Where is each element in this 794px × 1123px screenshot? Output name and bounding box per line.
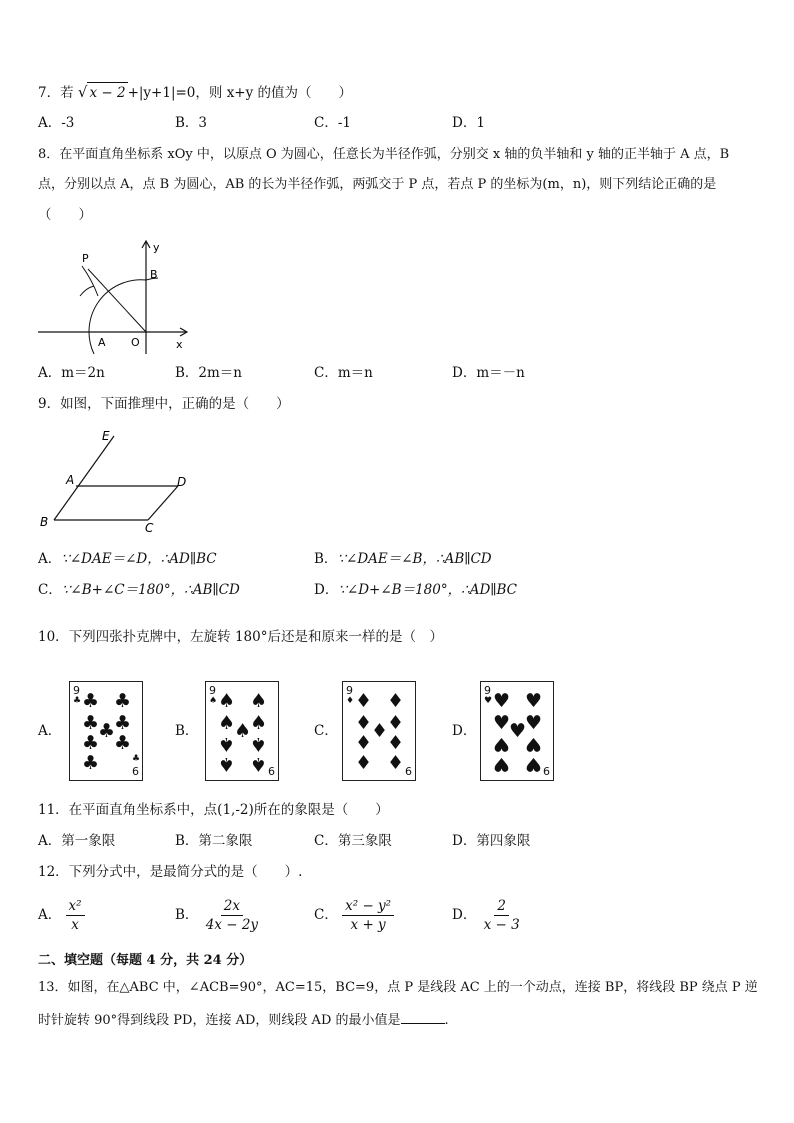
q12-option-a[interactable]: A． $\frac{\text{x²}}{x}$ <box>38 898 85 933</box>
diamond-pip-icon: ♦ <box>387 712 405 734</box>
club-pip-icon: ♣ <box>82 752 100 774</box>
q9-label-e: E <box>102 429 110 443</box>
q9-label-d: D <box>177 475 187 489</box>
q10-stem: 10．下列四张扑克牌中，左旋转 180°后还是和原来一样的是（ ） <box>38 629 443 645</box>
answer-blank[interactable] <box>401 1009 445 1024</box>
card-d-bottom-rank: 6 <box>543 765 550 778</box>
club-pip-icon: ♣ <box>114 690 132 712</box>
q7-sqrt-expr: x − 2 <box>87 82 127 103</box>
q8-option-a[interactable]: A．m＝2n <box>38 365 105 381</box>
q10-option-d-letter[interactable]: D． <box>452 723 477 739</box>
card-nine-of-hearts[interactable] <box>480 681 554 781</box>
fraction: $\frac{\text{x² − y²}}{x + y}$ <box>342 898 394 933</box>
spade-pip-icon: ♠ <box>250 753 268 775</box>
diamond-pip-icon: ♦ <box>387 732 405 754</box>
q8-option-d[interactable]: D．m＝－n <box>452 365 525 381</box>
club-pip-icon: ♣ <box>114 712 132 734</box>
q7-option-b[interactable]: B．3 <box>175 115 208 131</box>
heart-pip-icon: ♥ <box>525 733 543 755</box>
q8-label-x: x <box>176 338 183 351</box>
fraction: $\frac{\text{x²}}{x}$ <box>66 898 85 933</box>
q11-option-b[interactable]: B．第二象限 <box>175 833 253 849</box>
heart-pip-icon: ♥ <box>493 712 511 734</box>
section-title: 二、填空题（每题 4 分，共 24 分） <box>38 953 253 968</box>
q10-option-b-letter[interactable]: B． <box>175 723 199 739</box>
q8-label-o: O <box>131 336 140 349</box>
q9-label-c: C <box>145 521 154 535</box>
q12-option-c[interactable]: C． $\frac{\text{x² − y²}}{x + y}$ <box>314 898 394 933</box>
spade-pip-icon: ♠ <box>234 720 252 742</box>
card-nine-of-diamonds[interactable] <box>342 681 416 781</box>
club-pip-icon: ♣ <box>114 732 132 754</box>
spade-pip-icon: ♠ <box>218 733 236 755</box>
q7-option-a[interactable]: A．-3 <box>38 115 75 131</box>
q9-option-d[interactable]: D．∵∠D+∠B＝180°，∴AD∥BC <box>314 582 518 598</box>
club-pip-icon: ♣ <box>82 732 100 754</box>
q11-option-a[interactable]: A．第一象限 <box>38 833 116 849</box>
q9-option-b[interactable]: B．∵∠DAE＝∠B，∴AB∥CD <box>314 551 492 567</box>
fraction: $\frac{2x}{4x - 2y}$ <box>205 898 259 933</box>
q9-parallelogram-figure <box>36 426 196 538</box>
spade-pip-icon: ♠ <box>218 712 236 734</box>
card-a-rank: 9 <box>73 684 80 697</box>
heart-pip-icon: ♥ <box>493 690 511 712</box>
q9-label-b: B <box>40 515 49 529</box>
card-d-rank: 9 <box>484 684 491 697</box>
card-c-bottom-rank: 6 <box>405 765 412 778</box>
spade-pip-icon: ♠ <box>218 690 236 712</box>
q8-label-y: y <box>153 241 160 254</box>
q12-option-b[interactable]: B． $\frac{2x}{4x - 2y}$ <box>175 898 261 933</box>
q8-stem-line3: （ ） <box>38 207 92 223</box>
q13-stem-line2: 时针旋转 90°得到线段 PD，连接 AD，则线段 AD 的最小值是 . <box>38 1009 449 1031</box>
heart-pip-icon: ♥ <box>493 733 511 755</box>
sqrt-sign-icon: √ <box>77 83 88 101</box>
spade-pip-icon: ♠ <box>250 712 268 734</box>
heart-pip-icon: ♥ <box>493 753 511 775</box>
q8-stem-line1: 8．在平面直角坐标系 xOy 中，以原点 O 为圆心，任意长为半径作弧，分别交 x 轴的负半轴和 y 轴的正半轴于 A 点，B <box>38 147 730 162</box>
q8-option-b[interactable]: B．2m＝n <box>175 365 243 381</box>
q11-option-c[interactable]: C．第三象限 <box>314 833 392 849</box>
club-small-icon: ♣ <box>132 754 141 764</box>
diamond-pip-icon: ♦ <box>355 690 373 712</box>
diamond-pip-icon: ♦ <box>355 752 373 774</box>
q11-stem: 11．在平面直角坐标系中，点(1,-2)所在的象限是（ ） <box>38 802 389 818</box>
club-pip-icon: ♣ <box>82 712 100 734</box>
q12-stem: 12．下列分式中，是最简分式的是（ ）. <box>38 864 303 880</box>
q7-stem: 7．若 √ x − 2 +|y+1|=0，则 x+y 的值为（ ） <box>38 83 353 101</box>
diamond-pip-icon: ♦ <box>387 752 405 774</box>
fraction: $\frac{2}{x - 3}$ <box>483 898 520 933</box>
club-small-icon: ♣ <box>73 696 82 706</box>
q10-option-a-letter[interactable]: A． <box>38 723 62 739</box>
q8-label-a: A <box>98 336 106 349</box>
spade-pip-icon: ♠ <box>250 733 268 755</box>
q9-label-a: A <box>66 473 75 487</box>
card-nine-of-clubs[interactable] <box>69 681 143 781</box>
q8-label-p: P <box>82 252 89 265</box>
q8-label-b: B <box>150 268 158 281</box>
card-nine-of-spades[interactable] <box>205 681 279 781</box>
card-a-bottom-rank: 6 <box>132 765 139 778</box>
club-pip-icon: ♣ <box>98 720 116 742</box>
heart-pip-icon: ♥ <box>525 690 543 712</box>
heart-small-icon: ♥ <box>484 696 493 706</box>
diamond-pip-icon: ♦ <box>355 732 373 754</box>
q12-option-d[interactable]: D． $\frac{2}{x - 3}$ <box>452 898 523 933</box>
diamond-small-icon: ♦ <box>346 696 355 706</box>
q7-option-d[interactable]: D．1 <box>452 115 485 131</box>
q9-option-c[interactable]: C．∵∠B+∠C＝180°，∴AB∥CD <box>38 582 240 598</box>
diamond-pip-icon: ♦ <box>355 712 373 734</box>
spade-pip-icon: ♠ <box>250 690 268 712</box>
q9-option-a[interactable]: A．∵∠DAE＝∠D，∴AD∥BC <box>38 551 217 567</box>
q8-stem-line2: 点，分别以点 A，点 B 为圆心，AB 的长为半径作弧，两弧交于 P 点，若点 P 的坐标为(m，n)，则下列结论正确的是 <box>38 177 717 192</box>
heart-pip-icon: ♥ <box>525 753 543 775</box>
diamond-pip-icon: ♦ <box>371 720 389 742</box>
q13-stem-line1: 13．如图，在△ABC 中，∠ACB=90°，AC=15，BC=9，点 P 是线段 AC 上的一个动点，连接 BP，将线段 BP 绕点 P 逆 <box>38 980 758 995</box>
heart-pip-icon: ♥ <box>525 712 543 734</box>
q8-coordinate-figure <box>36 236 196 356</box>
club-pip-icon: ♣ <box>82 690 100 712</box>
q8-option-c[interactable]: C．m＝n <box>314 365 373 381</box>
diamond-pip-icon: ♦ <box>387 690 405 712</box>
spade-small-icon: ♠ <box>209 696 218 706</box>
card-b-bottom-rank: 6 <box>268 765 275 778</box>
q11-option-d[interactable]: D．第四象限 <box>452 833 531 849</box>
card-b-rank: 9 <box>209 684 216 697</box>
q7-option-c[interactable]: C．-1 <box>314 115 351 131</box>
q10-option-c-letter[interactable]: C． <box>314 723 338 739</box>
q9-stem: 9．如图，下面推理中，正确的是（ ） <box>38 396 290 412</box>
heart-pip-icon: ♥ <box>509 720 527 742</box>
spade-pip-icon: ♠ <box>218 753 236 775</box>
card-c-rank: 9 <box>346 684 353 697</box>
